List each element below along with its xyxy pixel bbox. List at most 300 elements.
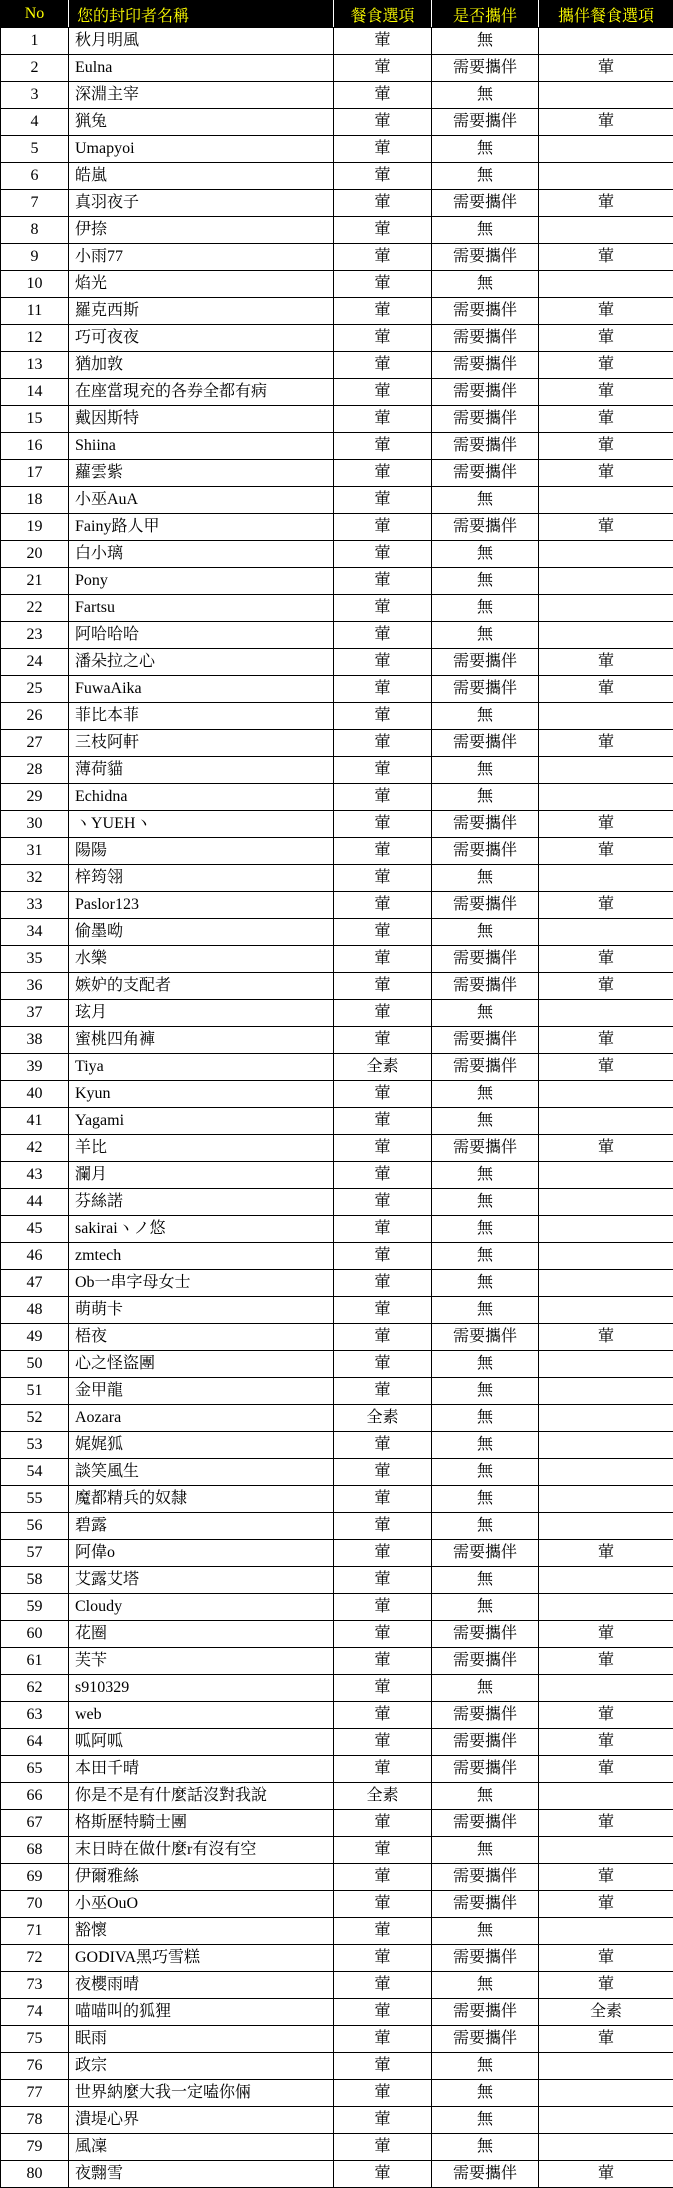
cell-name: Fartsu (69, 595, 334, 622)
cell-meal-option: 葷 (334, 163, 432, 190)
cell-meal-option: 葷 (334, 838, 432, 865)
cell-name: 在座當現充的各券全都有病 (69, 379, 334, 406)
cell-no: 59 (1, 1594, 69, 1621)
cell-name: 阿哈哈哈 (69, 622, 334, 649)
cell-no: 48 (1, 1297, 69, 1324)
cell-companion-meal-option (539, 1297, 673, 1324)
table-row (1, 217, 673, 244)
cell-companion-meal-option (539, 703, 673, 730)
table-row (1, 541, 673, 568)
cell-meal-option: 葷 (334, 1027, 432, 1054)
cell-has-companion: 無 (432, 1216, 539, 1243)
cell-name: 焰光 (69, 271, 334, 298)
cell-companion-meal-option: 葷 (539, 1540, 673, 1567)
cell-name: 梧夜 (69, 1324, 334, 1351)
cell-companion-meal-option (539, 1000, 673, 1027)
cell-has-companion: 無 (432, 1378, 539, 1405)
table-row (1, 1837, 673, 1864)
cell-has-companion: 需要攜伴 (432, 1054, 539, 1081)
cell-companion-meal-option (539, 487, 673, 514)
cell-companion-meal-option: 葷 (539, 1945, 673, 1972)
cell-has-companion: 需要攜伴 (432, 1027, 539, 1054)
cell-no: 31 (1, 838, 69, 865)
cell-has-companion: 需要攜伴 (432, 352, 539, 379)
table-row (1, 325, 673, 352)
cell-meal-option: 葷 (334, 1675, 432, 1702)
cell-has-companion: 需要攜伴 (432, 892, 539, 919)
cell-companion-meal-option (539, 217, 673, 244)
cell-meal-option: 全素 (334, 1783, 432, 1810)
table-row (1, 2053, 673, 2080)
cell-has-companion: 需要攜伴 (432, 190, 539, 217)
cell-no: 16 (1, 433, 69, 460)
table-row (1, 1702, 673, 1729)
cell-has-companion: 無 (432, 784, 539, 811)
cell-meal-option: 葷 (334, 1297, 432, 1324)
cell-meal-option: 葷 (334, 217, 432, 244)
cell-companion-meal-option (539, 271, 673, 298)
cell-no: 44 (1, 1189, 69, 1216)
cell-companion-meal-option (539, 1378, 673, 1405)
cell-no: 74 (1, 1999, 69, 2026)
cell-companion-meal-option: 葷 (539, 325, 673, 352)
cell-companion-meal-option: 葷 (539, 811, 673, 838)
cell-name: 花圈 (69, 1621, 334, 1648)
cell-companion-meal-option: 葷 (539, 379, 673, 406)
cell-companion-meal-option (539, 1243, 673, 1270)
table-row (1, 1810, 673, 1837)
header-sealer-name: 您的封印者名稱 (69, 1, 334, 28)
cell-no: 32 (1, 865, 69, 892)
cell-has-companion: 需要攜伴 (432, 1756, 539, 1783)
cell-companion-meal-option (539, 1081, 673, 1108)
cell-no: 40 (1, 1081, 69, 1108)
cell-has-companion: 需要攜伴 (432, 433, 539, 460)
cell-name: 豁懷 (69, 1918, 334, 1945)
cell-name: FuwaAika (69, 676, 334, 703)
cell-companion-meal-option (539, 1189, 673, 1216)
table-row (1, 649, 673, 676)
cell-no: 75 (1, 2026, 69, 2053)
cell-companion-meal-option (539, 1162, 673, 1189)
cell-has-companion: 無 (432, 1270, 539, 1297)
cell-meal-option: 葷 (334, 1216, 432, 1243)
cell-companion-meal-option: 葷 (539, 514, 673, 541)
table-row (1, 190, 673, 217)
cell-no: 50 (1, 1351, 69, 1378)
cell-meal-option: 葷 (334, 1324, 432, 1351)
cell-no: 70 (1, 1891, 69, 1918)
cell-meal-option: 葷 (334, 379, 432, 406)
cell-no: 5 (1, 136, 69, 163)
cell-has-companion: 無 (432, 487, 539, 514)
cell-companion-meal-option: 葷 (539, 1621, 673, 1648)
cell-no: 36 (1, 973, 69, 1000)
table-row (1, 1243, 673, 1270)
table-row (1, 298, 673, 325)
cell-meal-option: 葷 (334, 1648, 432, 1675)
cell-name: 芙苄 (69, 1648, 334, 1675)
cell-no: 68 (1, 1837, 69, 1864)
cell-name: 芬絲諾 (69, 1189, 334, 1216)
cell-no: 22 (1, 595, 69, 622)
cell-name: 蘿雲紫 (69, 460, 334, 487)
cell-meal-option: 葷 (334, 325, 432, 352)
cell-no: 61 (1, 1648, 69, 1675)
cell-companion-meal-option: 葷 (539, 1864, 673, 1891)
cell-meal-option: 葷 (334, 514, 432, 541)
cell-companion-meal-option: 葷 (539, 1729, 673, 1756)
cell-name: 小巫OuO (69, 1891, 334, 1918)
cell-companion-meal-option: 葷 (539, 1135, 673, 1162)
cell-no: 4 (1, 109, 69, 136)
cell-meal-option: 葷 (334, 730, 432, 757)
cell-companion-meal-option (539, 1108, 673, 1135)
cell-companion-meal-option (539, 757, 673, 784)
cell-has-companion: 無 (432, 1081, 539, 1108)
cell-name: 眠雨 (69, 2026, 334, 2053)
cell-no: 42 (1, 1135, 69, 1162)
cell-has-companion: 無 (432, 163, 539, 190)
cell-no: 38 (1, 1027, 69, 1054)
cell-no: 78 (1, 2107, 69, 2134)
cell-has-companion: 需要攜伴 (432, 1810, 539, 1837)
cell-meal-option: 葷 (334, 2134, 432, 2161)
cell-has-companion: 無 (432, 28, 539, 55)
cell-no: 51 (1, 1378, 69, 1405)
cell-no: 55 (1, 1486, 69, 1513)
table-row (1, 136, 673, 163)
cell-meal-option: 葷 (334, 1189, 432, 1216)
cell-has-companion: 無 (432, 1000, 539, 1027)
cell-name: Umapyoi (69, 136, 334, 163)
cell-companion-meal-option (539, 1351, 673, 1378)
cell-no: 66 (1, 1783, 69, 1810)
cell-no: 80 (1, 2161, 69, 2188)
cell-companion-meal-option (539, 1837, 673, 1864)
cell-no: 7 (1, 190, 69, 217)
cell-meal-option: 葷 (334, 946, 432, 973)
cell-has-companion: 需要攜伴 (432, 1648, 539, 1675)
cell-has-companion: 需要攜伴 (432, 1891, 539, 1918)
cell-no: 28 (1, 757, 69, 784)
table-row (1, 2080, 673, 2107)
cell-companion-meal-option (539, 1270, 673, 1297)
cell-has-companion: 無 (432, 1297, 539, 1324)
cell-has-companion: 無 (432, 271, 539, 298)
cell-no: 19 (1, 514, 69, 541)
header-no: No (1, 1, 69, 28)
cell-name: 薄荷貓 (69, 757, 334, 784)
cell-has-companion: 無 (432, 1594, 539, 1621)
cell-has-companion: 需要攜伴 (432, 298, 539, 325)
cell-name: 魔都精兵的奴隸 (69, 1486, 334, 1513)
cell-has-companion: 無 (432, 1513, 539, 1540)
table-row (1, 676, 673, 703)
cell-has-companion: 無 (432, 1918, 539, 1945)
table-row (1, 622, 673, 649)
cell-meal-option: 葷 (334, 1108, 432, 1135)
cell-name: 金甲龍 (69, 1378, 334, 1405)
cell-meal-option: 葷 (334, 2026, 432, 2053)
table-row (1, 1972, 673, 1999)
cell-has-companion: 無 (432, 1405, 539, 1432)
cell-companion-meal-option: 葷 (539, 2161, 673, 2188)
cell-has-companion: 無 (432, 136, 539, 163)
cell-has-companion: 無 (432, 757, 539, 784)
cell-name: 皓嵐 (69, 163, 334, 190)
cell-no: 8 (1, 217, 69, 244)
cell-name: Tiya (69, 1054, 334, 1081)
cell-name: 心之怪盜團 (69, 1351, 334, 1378)
cell-name: zmtech (69, 1243, 334, 1270)
cell-name: Eulna (69, 55, 334, 82)
cell-has-companion: 需要攜伴 (432, 244, 539, 271)
table-row (1, 1351, 673, 1378)
table-row (1, 2161, 673, 2188)
table-row (1, 1594, 673, 1621)
cell-name: 真羽夜子 (69, 190, 334, 217)
cell-has-companion: 無 (432, 1162, 539, 1189)
cell-has-companion: 需要攜伴 (432, 811, 539, 838)
cell-name: 白小璃 (69, 541, 334, 568)
cell-name: 夜櫻雨晴 (69, 1972, 334, 1999)
cell-has-companion: 無 (432, 1567, 539, 1594)
cell-name: Kyun (69, 1081, 334, 1108)
table-row (1, 1081, 673, 1108)
cell-meal-option: 葷 (334, 1243, 432, 1270)
cell-meal-option: 葷 (334, 1891, 432, 1918)
table-row (1, 1864, 673, 1891)
cell-meal-option: 葷 (334, 1999, 432, 2026)
cell-has-companion: 無 (432, 622, 539, 649)
table-row (1, 730, 673, 757)
cell-companion-meal-option (539, 1405, 673, 1432)
table-row (1, 2026, 673, 2053)
cell-companion-meal-option: 葷 (539, 1324, 673, 1351)
cell-companion-meal-option (539, 1675, 673, 1702)
cell-name: 巧可夜夜 (69, 325, 334, 352)
cell-companion-meal-option (539, 919, 673, 946)
cell-meal-option: 葷 (334, 1594, 432, 1621)
cell-name: 羊比 (69, 1135, 334, 1162)
cell-name: 小巫AuA (69, 487, 334, 514)
cell-no: 73 (1, 1972, 69, 1999)
table-row (1, 271, 673, 298)
cell-companion-meal-option (539, 1918, 673, 1945)
table-row (1, 1297, 673, 1324)
cell-name: Shiina (69, 433, 334, 460)
cell-companion-meal-option: 葷 (539, 460, 673, 487)
cell-has-companion: 需要攜伴 (432, 1864, 539, 1891)
cell-no: 45 (1, 1216, 69, 1243)
cell-has-companion: 無 (432, 2134, 539, 2161)
cell-meal-option: 葷 (334, 568, 432, 595)
cell-meal-option: 葷 (334, 2161, 432, 2188)
cell-no: 21 (1, 568, 69, 595)
cell-has-companion: 無 (432, 1837, 539, 1864)
cell-no: 56 (1, 1513, 69, 1540)
header-meal-option: 餐食選項 (334, 1, 432, 28)
table-row (1, 55, 673, 82)
cell-meal-option: 葷 (334, 541, 432, 568)
cell-no: 10 (1, 271, 69, 298)
cell-name: 三枝阿軒 (69, 730, 334, 757)
cell-name: 碧露 (69, 1513, 334, 1540)
cell-has-companion: 無 (432, 1432, 539, 1459)
table-row (1, 1135, 673, 1162)
cell-no: 43 (1, 1162, 69, 1189)
cell-companion-meal-option: 葷 (539, 352, 673, 379)
cell-companion-meal-option: 葷 (539, 433, 673, 460)
cell-meal-option: 葷 (334, 82, 432, 109)
table-row (1, 784, 673, 811)
cell-name: ヽYUEHヽ (69, 811, 334, 838)
cell-has-companion: 需要攜伴 (432, 730, 539, 757)
cell-has-companion: 無 (432, 2107, 539, 2134)
cell-companion-meal-option (539, 2053, 673, 2080)
cell-meal-option: 葷 (334, 460, 432, 487)
cell-name: 羅克西斯 (69, 298, 334, 325)
cell-name: 戴因斯特 (69, 406, 334, 433)
cell-companion-meal-option (539, 2107, 673, 2134)
cell-meal-option: 葷 (334, 55, 432, 82)
cell-meal-option: 葷 (334, 1513, 432, 1540)
table-row (1, 1162, 673, 1189)
cell-has-companion: 需要攜伴 (432, 2026, 539, 2053)
cell-meal-option: 葷 (334, 1918, 432, 1945)
cell-meal-option: 葷 (334, 1270, 432, 1297)
cell-has-companion: 無 (432, 2080, 539, 2107)
cell-name: 末日時在做什麼r有沒有空 (69, 1837, 334, 1864)
cell-meal-option: 葷 (334, 1972, 432, 1999)
cell-no: 14 (1, 379, 69, 406)
cell-meal-option: 葷 (334, 892, 432, 919)
cell-has-companion: 無 (432, 568, 539, 595)
cell-meal-option: 葷 (334, 622, 432, 649)
cell-meal-option: 葷 (334, 1864, 432, 1891)
cell-meal-option: 葷 (334, 1486, 432, 1513)
cell-has-companion: 需要攜伴 (432, 649, 539, 676)
cell-has-companion: 需要攜伴 (432, 2161, 539, 2188)
cell-companion-meal-option: 葷 (539, 946, 673, 973)
cell-companion-meal-option: 葷 (539, 190, 673, 217)
cell-companion-meal-option: 葷 (539, 973, 673, 1000)
cell-no: 58 (1, 1567, 69, 1594)
cell-companion-meal-option (539, 2134, 673, 2161)
cell-meal-option: 葷 (334, 109, 432, 136)
cell-companion-meal-option (539, 82, 673, 109)
cell-has-companion: 無 (432, 1459, 539, 1486)
cell-companion-meal-option: 葷 (539, 1648, 673, 1675)
cell-meal-option: 葷 (334, 2080, 432, 2107)
cell-name: 秋月明風 (69, 28, 334, 55)
cell-meal-option: 葷 (334, 352, 432, 379)
cell-companion-meal-option: 葷 (539, 2026, 673, 2053)
cell-meal-option: 葷 (334, 1567, 432, 1594)
cell-meal-option: 葷 (334, 28, 432, 55)
cell-no: 18 (1, 487, 69, 514)
cell-no: 26 (1, 703, 69, 730)
cell-no: 76 (1, 2053, 69, 2080)
table-row (1, 1945, 673, 1972)
cell-companion-meal-option: 葷 (539, 649, 673, 676)
cell-no: 69 (1, 1864, 69, 1891)
cell-meal-option: 葷 (334, 244, 432, 271)
table-row (1, 1675, 673, 1702)
cell-no: 35 (1, 946, 69, 973)
cell-meal-option: 葷 (334, 298, 432, 325)
cell-has-companion: 需要攜伴 (432, 406, 539, 433)
cell-no: 65 (1, 1756, 69, 1783)
table-row (1, 244, 673, 271)
cell-no: 1 (1, 28, 69, 55)
cell-name: 嫉妒的支配者 (69, 973, 334, 1000)
header-companion-meal-option: 攜伴餐食選項 (539, 1, 673, 28)
cell-companion-meal-option (539, 595, 673, 622)
cell-companion-meal-option: 葷 (539, 55, 673, 82)
table-row (1, 1324, 673, 1351)
cell-meal-option: 葷 (334, 1621, 432, 1648)
cell-meal-option: 葷 (334, 406, 432, 433)
cell-name: 潘朵拉之心 (69, 649, 334, 676)
cell-no: 20 (1, 541, 69, 568)
cell-companion-meal-option (539, 2080, 673, 2107)
cell-meal-option: 葷 (334, 865, 432, 892)
table-row (1, 1783, 673, 1810)
cell-name: 喵喵叫的狐狸 (69, 1999, 334, 2026)
cell-no: 63 (1, 1702, 69, 1729)
cell-has-companion: 需要攜伴 (432, 1945, 539, 1972)
cell-no: 13 (1, 352, 69, 379)
cell-companion-meal-option: 葷 (539, 1891, 673, 1918)
cell-has-companion: 需要攜伴 (432, 676, 539, 703)
cell-name: s910329 (69, 1675, 334, 1702)
cell-companion-meal-option: 葷 (539, 1756, 673, 1783)
cell-name: 阿偉o (69, 1540, 334, 1567)
table-row (1, 703, 673, 730)
cell-companion-meal-option (539, 622, 673, 649)
table-row (1, 82, 673, 109)
cell-companion-meal-option (539, 1567, 673, 1594)
table-row (1, 946, 673, 973)
cell-has-companion: 需要攜伴 (432, 1702, 539, 1729)
cell-companion-meal-option: 葷 (539, 1972, 673, 1999)
table-row (1, 892, 673, 919)
table-row (1, 460, 673, 487)
cell-meal-option: 葷 (334, 433, 432, 460)
cell-no: 15 (1, 406, 69, 433)
cell-meal-option: 葷 (334, 973, 432, 1000)
table-row (1, 2134, 673, 2161)
table-row (1, 757, 673, 784)
cell-companion-meal-option (539, 1594, 673, 1621)
cell-name: 小雨77 (69, 244, 334, 271)
cell-companion-meal-option: 葷 (539, 1027, 673, 1054)
cell-meal-option: 葷 (334, 1540, 432, 1567)
cell-meal-option: 葷 (334, 1702, 432, 1729)
table-row (1, 109, 673, 136)
cell-name: GODIVA黑巧雪糕 (69, 1945, 334, 1972)
cell-has-companion: 需要攜伴 (432, 946, 539, 973)
table-row (1, 1918, 673, 1945)
cell-has-companion: 無 (432, 1486, 539, 1513)
cell-meal-option: 葷 (334, 1351, 432, 1378)
cell-meal-option: 葷 (334, 811, 432, 838)
table-row (1, 1000, 673, 1027)
cell-meal-option: 葷 (334, 1000, 432, 1027)
table-row (1, 1513, 673, 1540)
